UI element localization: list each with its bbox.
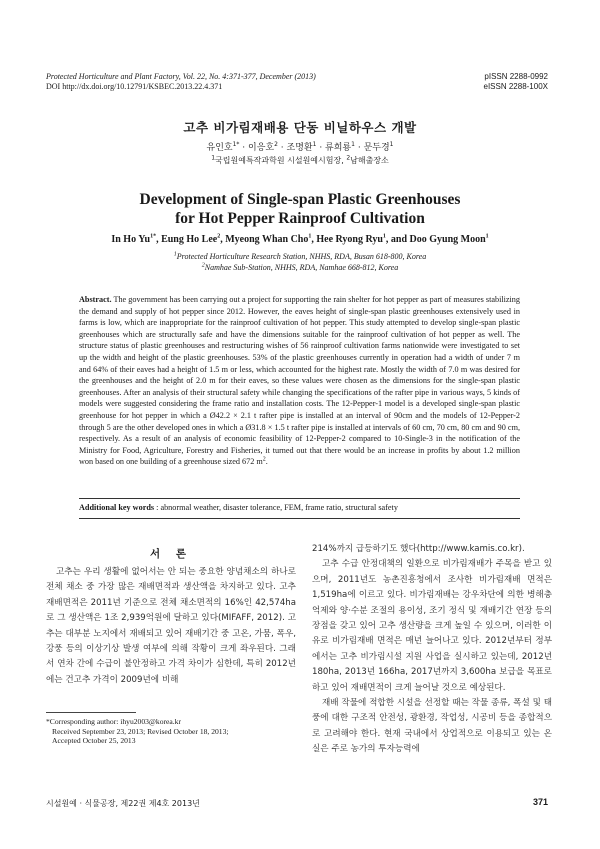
keywords-label: Additional key words xyxy=(79,503,155,512)
footnote xyxy=(46,717,296,746)
korean-authors xyxy=(0,140,600,153)
pissn: pISSN 2288-0992 xyxy=(484,72,548,81)
keywords-top-rule xyxy=(79,498,520,499)
footnote-rule xyxy=(46,712,136,713)
author-name: Hee Ryong Ryu xyxy=(316,234,383,245)
author-sup: 1 xyxy=(382,233,386,240)
korean-affiliation xyxy=(0,155,600,166)
journal-citation xyxy=(46,72,316,82)
english-title-line2: for Hot Pepper Rainproof Cultivation xyxy=(175,210,425,227)
author-name: 조명환 xyxy=(286,143,313,153)
affil-text: Protected Horticulture Research Station, NHHS, RDA, Busan 618-800, Korea xyxy=(176,252,427,261)
abstract-label: Abstract. xyxy=(79,295,112,304)
affil-sup: 2 xyxy=(346,154,351,162)
author-name: In Ho Yu xyxy=(111,234,151,245)
author-name: 이응호 xyxy=(248,143,275,153)
korean-title: 고추 비가림재배용 단동 비닐하우스 개발 xyxy=(183,120,417,135)
author-name: Doo Gyung Moon xyxy=(409,234,486,245)
author-sup: 1* xyxy=(150,233,157,240)
intro-heading: 서 론 xyxy=(150,548,192,560)
english-title xyxy=(0,190,600,228)
eissn: eISSN 2288-100X xyxy=(483,82,548,91)
doi-link[interactable]: DOI http://dx.doi.org/10.12791/KSBEC.2013.22.4.371 xyxy=(46,82,223,91)
author-name: 문두경 xyxy=(363,143,390,153)
abstract xyxy=(79,294,520,468)
author-sup: 1 xyxy=(308,233,312,240)
author-sup: 1 xyxy=(312,141,317,148)
affil-text: 국립원예특작과학원 시설원예시험장, xyxy=(215,156,347,165)
author-separator: · xyxy=(239,143,249,153)
abstract-text: The government has been carrying out a project for supporting the rain shelter for hot pepper as part of measures stabilizing the demand and supply of hot pepper since 2012. However, the eaves height of single-span plastic greenhouses extensively used in farms is low, which are inappropriate for the rainproof cultivation of hot pepper. This study attempted to develop single-span plastic greenhouses which are structurally safe and have the dimensions suitable for the rainproof cultivation of hot pepper as well. The structure status of plastic greenhouses and restructuring wishes of 56 rainproof cultivation farms nationwide were investigated to set up the width and height of the plastic greenhouses. 53% of the plastic greenhouses currently in operation had a width of under 7 m and 64% of their eaves had a height of 1.5 m or less, which accounted for the highest rate. Mostly the width of 7.0 m was desired for the greenhouses and the height of 2.0 m for their eaves, so these values were chosen as the dimensions for the single-span plastic greenhouses. After an analysis of their structural safety while changing the specifications of the rafter pipe in various ways, 5 kinds of models were suggested considering the frame ratio and installation costs. The 12-Pepper-1 model is a developed single-span plastic greenhouse for hot pepper in which a Ø42.2 × 2.1 t rafter pipe is installed at an interval of 90cm and the models of 12-Pepper-2 through 5 are the other developed ones in which a Ø31.8 × 1.5 t rafter pipe is installed at intervals of 60 cm, 70 cm, 80 cm and 90 cm, respectively. As a result of an analysis of economic feasibility of 12-Pepper-2 compared to 10-Single-3 in the notification of the Ministry for Food, Agriculture, Forestry and Fisheries, it turned out that there would be an increase in profits by about 1.2 million won based on one building of a greenhouse sized 672 m xyxy=(79,295,520,467)
corresponding-author: *Corresponding author: ihyu2003@korea.kr xyxy=(46,717,182,726)
english-affiliation-1 xyxy=(0,252,600,261)
affil-sup: 1 xyxy=(173,251,177,258)
intro-paragraph: 고추는 우리 생활에 없어서는 안 되는 중요한 양념채소의 하나로 전체 채소 중 가장 많은 재배면적과 생산액을 차지하고 있다. 고추 재배면적은 2011년 기준으로 전체 채소면적의 16%인 42,574ha로 그 생산액은 1조 2,939억원에 달하고 있다(MIFAFF, 2012). 고추는 대부분 노지에서 재배되고 있어 재배기간 중 고온, 가뭄, 폭우, 강풍 등의 이상기상 발생 여부에 의해 작황이 크게 좌우된다. 그래서 연차 간에 수급이 불안정하고 가격 차이가 심한데, 특히 2012년에는 건고추 가격이 2009년에 비해 xyxy=(46,567,296,685)
received-date: Received September 23, 2013; Revised October 18, 2013; xyxy=(52,726,229,736)
accepted-date: Accepted October 25, 2013 xyxy=(52,736,136,746)
author-name: 유인호 xyxy=(206,143,233,153)
intro-paragraph: 고추 수급 안정대책의 일환으로 비가림재배가 주목을 받고 있으며, 2011년도 농촌진흥청에서 조사한 비가림재배 면적은 1,519ha에 이르고 있다. 비가림재배는 강우차단에 의한 병해충 억제와 양·수분 조절의 용이성, 조기 정식 및 재배기간 연장 등의 장점을 갖고 있어 고추 생산량을 크게 높일 수 있으며, 이러한 이유로 비가림재배 면적은 매년 늘어나고 있다. 2012년부터 정부에서는 고추 비가림시설 지원 사업을 실시하고 있는데, 2012년 180ha, 2013년 166ha, 2017년까지 3,600ha 보급을 목표로 하고 있어 재배면적이 크게 늘어날 것으로 예상된다. xyxy=(312,559,552,693)
author-sup: 2 xyxy=(274,141,278,148)
footer-journal: 시설원예 · 식물공장, 제22권 제4호 2013년 xyxy=(46,799,200,808)
author-sup: 2 xyxy=(217,233,221,240)
journal-name: Protected Horticulture and Plant Factory xyxy=(46,72,179,81)
intro-paragraph-continued: 214%까지 급등하기도 했다(http://www.kamis.co.kr). xyxy=(312,544,525,554)
abstract-sup: 2 xyxy=(262,456,266,463)
keywords-bottom-rule xyxy=(79,518,520,519)
author-sup: 1* xyxy=(232,141,240,148)
affil-text: 남해출장소 xyxy=(350,156,389,165)
author-name: Eung Ho Lee xyxy=(161,234,218,245)
intro-paragraph: 재배 작물에 적합한 시설을 선정할 때는 작물 종류, 폭설 및 태풍에 대한 구조적 안전성, 광환경, 작업성, 시공비 등을 종합적으로 고려해야 한다. 현재 국내에서 상업적으로 이용되고 있는 온실은 주로 농가의 투자능력에 xyxy=(312,698,552,755)
intro-right-column xyxy=(312,542,552,758)
author-separator: · xyxy=(277,143,287,153)
page-number: 371 xyxy=(532,797,548,807)
journal-volume: , Vol. 22, No. 4:371-377, December (2013) xyxy=(178,72,316,81)
abstract-end: . xyxy=(265,457,268,467)
author-sup: 1 xyxy=(351,141,355,148)
english-title-line1: Development of Single-span Plastic Greenhouses xyxy=(139,191,461,208)
author-name: Myeong Whan Cho xyxy=(225,234,309,245)
author-separator: · xyxy=(316,143,326,153)
author-separator: · xyxy=(354,143,364,153)
affil-text: Namhae Sub-Station, NHHS, RDA, Namhae 668-812, Korea xyxy=(204,263,399,272)
affil-sup: 2 xyxy=(201,262,205,269)
english-affiliation-2 xyxy=(0,263,600,272)
english-authors: In Ho $Yu^{1*}$, Eung Ho Lee$^2$, Myeong Whan Cho$^1$, Hee Ryong Ryu$^1$, and Doo Gyung Moon$^1$ xyxy=(111,233,489,245)
author-sup: 1 xyxy=(485,233,489,240)
intro-left-column xyxy=(46,565,296,688)
author-name: 류희룡 xyxy=(325,143,352,153)
keywords xyxy=(79,503,520,512)
keywords-text: : abnormal weather, disaster tolerance, FEM, frame ratio, structural safety xyxy=(154,503,398,512)
affil-sup: 1 xyxy=(211,154,216,162)
author-sup: 1 xyxy=(389,141,394,148)
